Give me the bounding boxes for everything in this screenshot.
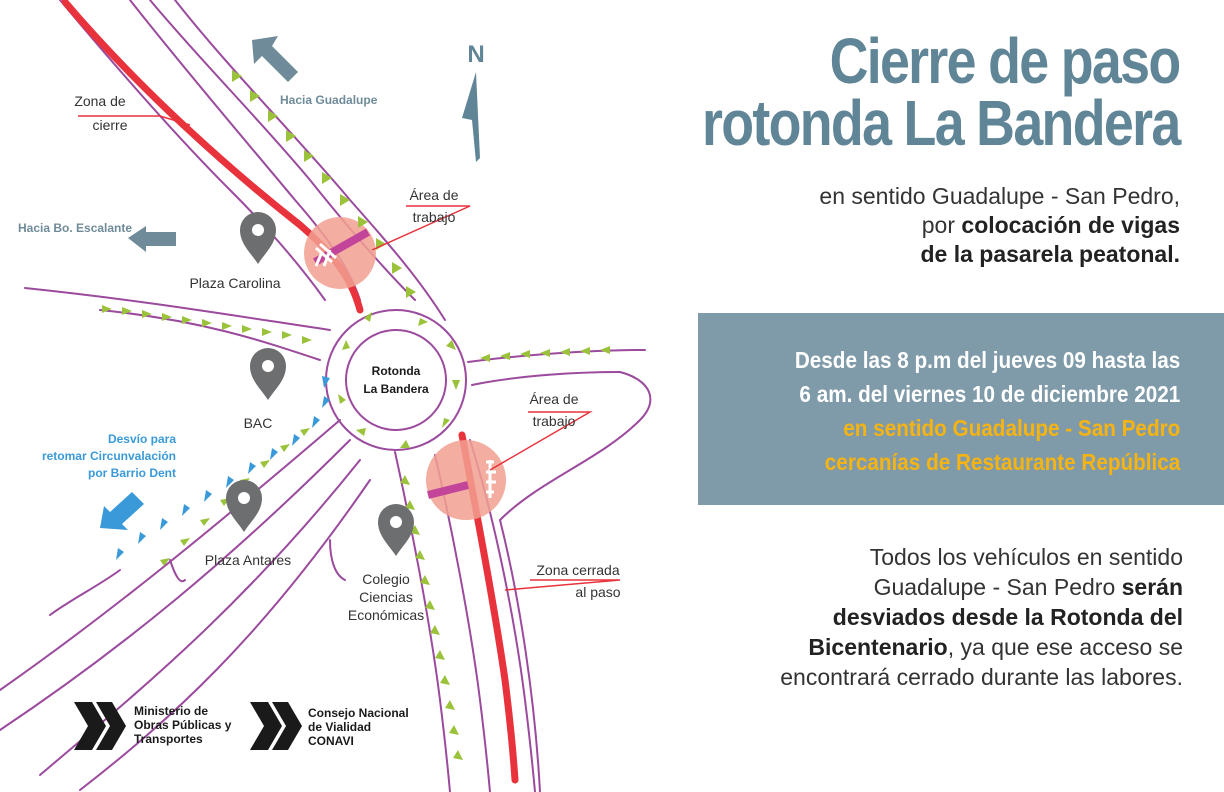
work-area-south — [426, 440, 506, 520]
location-pin-icon — [240, 212, 276, 264]
arrow-guadalupe-icon — [252, 36, 298, 82]
notice-line-1: Todos los vehículos en sentido — [869, 544, 1183, 570]
detour-notice — [780, 542, 1183, 692]
location-pin-icon — [378, 504, 414, 556]
location-pin-icon — [226, 480, 262, 532]
schedule-line-4: cercanías de Restaurante República — [824, 449, 1180, 475]
conavi-logo-text: Consejo Nacional de Vialidad CONAVI — [308, 706, 409, 748]
schedule-line-3: en sentido Guadalupe - San Pedro — [842, 415, 1180, 441]
title-line-1: Cierre de paso — [830, 25, 1180, 97]
closure-zone-label: Zona de — [74, 93, 126, 109]
work-area-bottom-label-2: trabajo — [532, 413, 576, 429]
arrow-escalante-icon — [128, 226, 176, 252]
schedule-line-2: 6 am. del viernes 10 de diciembre 2021 — [799, 381, 1180, 407]
roundabout-label-2: La Bandera — [363, 382, 429, 396]
detour-label-3: por Barrio Dent — [87, 466, 176, 480]
conavi-logo-icon — [250, 702, 302, 750]
work-area-bottom-label: Área de — [529, 391, 579, 407]
direction-escalante-label: Hacia Bo. Escalante — [18, 221, 133, 235]
callout-lines — [78, 116, 620, 590]
arrow-detour-icon — [100, 492, 144, 530]
work-area-top-label: Área de — [409, 187, 459, 203]
closure-zone-label-2: cierre — [92, 117, 128, 133]
detour-label: Desvío para — [107, 432, 176, 446]
subtitle-line-2: por colocación de vigas — [921, 212, 1180, 238]
plaza-carolina-label: Plaza Carolina — [189, 275, 281, 291]
direction-guadalupe-label: Hacia Guadalupe — [280, 93, 378, 107]
title-line-2: rotonda La Bandera — [702, 87, 1180, 159]
page-title — [702, 25, 1180, 159]
subtitle — [819, 182, 1180, 269]
colegio-label-3: Económicas — [347, 607, 425, 623]
plaza-antares-label: Plaza Antares — [204, 552, 292, 568]
subtitle-line-3: de la pasarela peatonal. — [920, 241, 1180, 267]
colegio-label-2: Ciencias — [359, 589, 413, 605]
work-area-top-label-2: trabajo — [412, 209, 456, 225]
detour-label-2: retomar Circunvalación — [41, 449, 176, 463]
notice-line-3: desviados desde la Rotonda del — [832, 604, 1183, 630]
bac-label: BAC — [243, 415, 273, 431]
closed-zone-label-2: al paso — [575, 584, 621, 600]
compass-label: N — [467, 41, 485, 68]
colegio-label: Colegio — [362, 571, 410, 587]
subtitle-line-1: en sentido Guadalupe - San Pedro, — [819, 183, 1180, 209]
work-area-north — [304, 217, 376, 289]
schedule-banner — [698, 313, 1224, 505]
location-pin-icon — [250, 348, 286, 400]
schedule-line-1: Desde las 8 p.m del jueves 09 hasta las — [794, 347, 1180, 373]
compass-north-icon — [462, 41, 485, 162]
closed-zone-label: Zona cerrada — [536, 562, 620, 578]
roundabout-label: Rotonda — [371, 364, 421, 378]
notice-line-4: Bicentenario, ya que ese acceso se — [808, 634, 1183, 660]
notice-line-2: Guadalupe - San Pedro serán — [873, 574, 1183, 600]
notice-line-5: encontrará cerrado durante las labores. — [780, 664, 1183, 690]
mopt-logo-text: Ministerio de Obras Públicas y Transportes — [134, 704, 232, 746]
